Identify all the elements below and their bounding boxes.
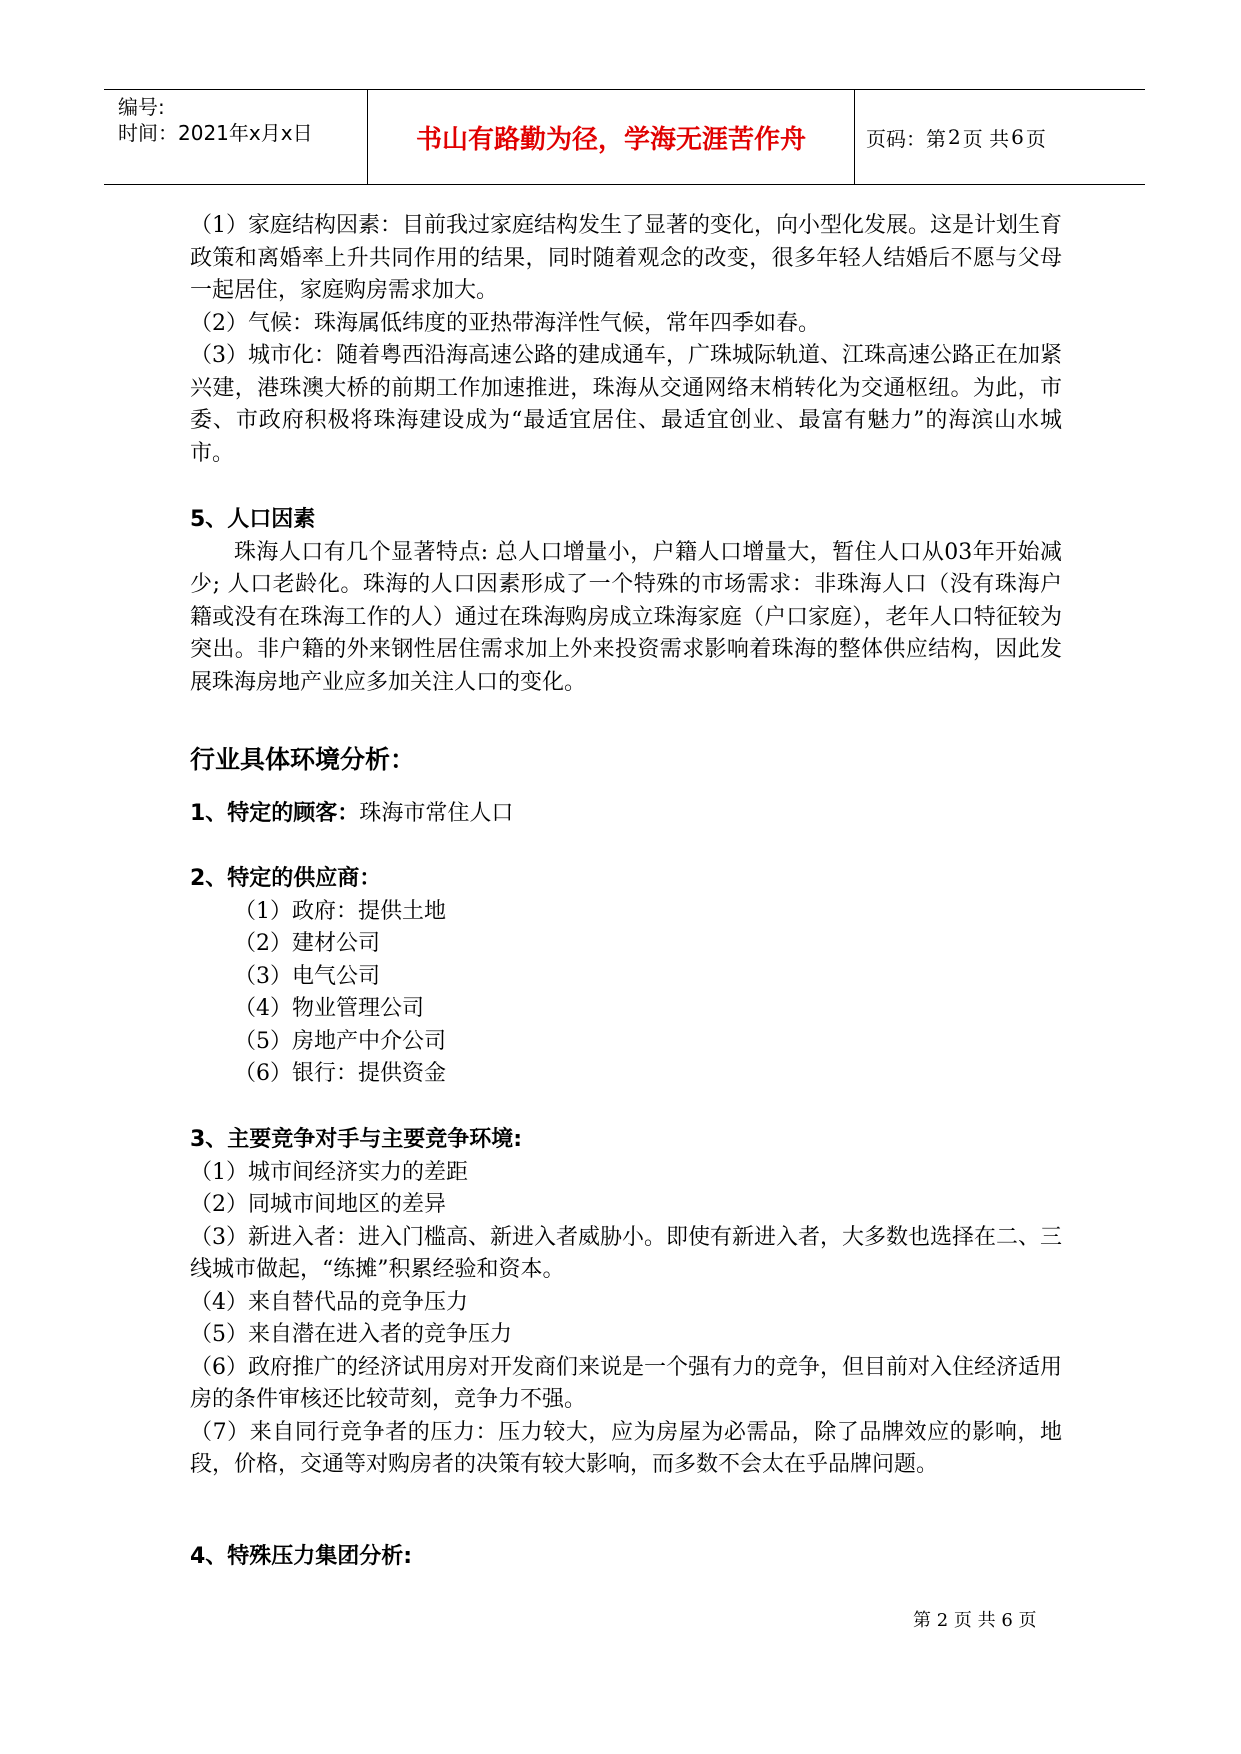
industry-title: 行业具体环境分析： — [190, 745, 416, 774]
page-label-suffix: 页 — [1025, 126, 1046, 151]
list-item: （6）银行：提供资金 — [234, 1061, 446, 1086]
list-item: （7）来自同行竞争者的压力：压力较大，应为房屋为必需品，除了品牌效应的影响，地段，价格，交通等对购房者的决策有较大影响，而多数不会太在乎品牌问题。 — [190, 1419, 1062, 1477]
document-header — [104, 89, 1145, 185]
pressure-block — [190, 1541, 1062, 1574]
industry-title-block — [190, 744, 1062, 777]
section-population-title: 5、人口因素 — [190, 507, 316, 532]
section-population — [190, 504, 1062, 699]
list-item: （6）政府推广的经济试用房对开发商们来说是一个强有力的竞争，但目前对入住经济适用房的条件审核还比较苛刻，竞争力不强。 — [190, 1354, 1063, 1412]
page-total: 6 — [1011, 125, 1024, 149]
list-item: （3）新进入者：进入门槛高、新进入者威胁小。即使有新进入者，大多数也选择在二、三线城市做起，“练摊”积累经验和资本。 — [190, 1224, 1063, 1282]
header-page-number — [856, 90, 1146, 184]
page-label-prefix: 页码：第 — [866, 126, 946, 151]
customers-title: 1、特定的顾客： — [190, 801, 360, 826]
page-footer: 第 2 页 共 6 页 — [913, 1610, 1037, 1631]
paragraph-climate: （2）气候：珠海属低纬度的亚热带海洋性气候，常年四季如春。 — [190, 310, 820, 336]
competition-block — [190, 1124, 1062, 1482]
document-time-label: 时间：2021年x月x日 — [118, 121, 313, 145]
list-item: （3）电气公司 — [234, 963, 380, 989]
customers-text: 珠海市常住人口 — [359, 801, 514, 826]
list-item: （5）房地产中介公司 — [234, 1028, 446, 1054]
list-item: （4）物业管理公司 — [234, 996, 424, 1021]
list-item: （1）政府：提供土地 — [234, 898, 446, 924]
document-number-label: 编号: — [118, 95, 165, 119]
page-label-mid: 页 共 — [962, 126, 1010, 151]
suppliers-title: 2、特定的供应商： — [190, 866, 382, 891]
list-item: （5）来自潜在进入者的竞争压力 — [190, 1322, 512, 1347]
paragraph-family-structure: （1）家庭结构因素：目前我过家庭结构发生了显著的变化，向小型化发展。这是计划生育政策和离婚率上升共同作用的结果，同时随着观念的改变，很多年轻人结婚后不愿与父母一起居住，家庭购房需求加大。 — [190, 213, 1063, 303]
header-motto: 书山有路勤为径，学海无涯苦作舟 — [367, 90, 855, 184]
list-item: （1）城市间经济实力的差距 — [190, 1159, 468, 1185]
list-item: （4）来自替代品的竞争压力 — [190, 1289, 468, 1315]
section-population-text: 珠海人口有几个显著特点: 总人口增量小，户籍人口增量大，暂住人口从03年开始减少; 人口老龄化。珠海的人口因素形成了一个特殊的市场需求：非珠海人口（没有珠海户籍或没有在珠海工作的人）通过在珠海购房成立珠海家庭（户口家庭），老年人口特征较为突出。非户籍的外来钢性居住需求加上外来投资需求影响着珠海的整体供应结构，因此发展珠海房地产业应多加关注人口的变化。 — [190, 539, 1062, 695]
suppliers-block — [190, 863, 1062, 1091]
list-item: （2）建材公司 — [234, 931, 380, 956]
competition-title: 3、主要竞争对手与主要竞争环境: — [190, 1127, 523, 1152]
intro-paragraphs — [190, 210, 1062, 470]
customers-block — [190, 798, 1062, 831]
pressure-title: 4、特殊压力集团分析: — [190, 1544, 413, 1569]
list-item: （2）同城市间地区的差异 — [190, 1192, 446, 1217]
header-meta — [118, 90, 368, 184]
page-current: 2 — [948, 125, 961, 149]
paragraph-urbanization: （3）城市化：随着粤西沿海高速公路的建成通车，广珠城际轨道、江珠高速公路正在加紧兴建，港珠澳大桥的前期工作加速推进，珠海从交通网络末梢转化为交通枢纽。为此，市委、市政府积极将珠海建设成为“最适宜居住、最适宜创业、最富有魅力”的海滨山水城市。 — [190, 343, 1063, 466]
